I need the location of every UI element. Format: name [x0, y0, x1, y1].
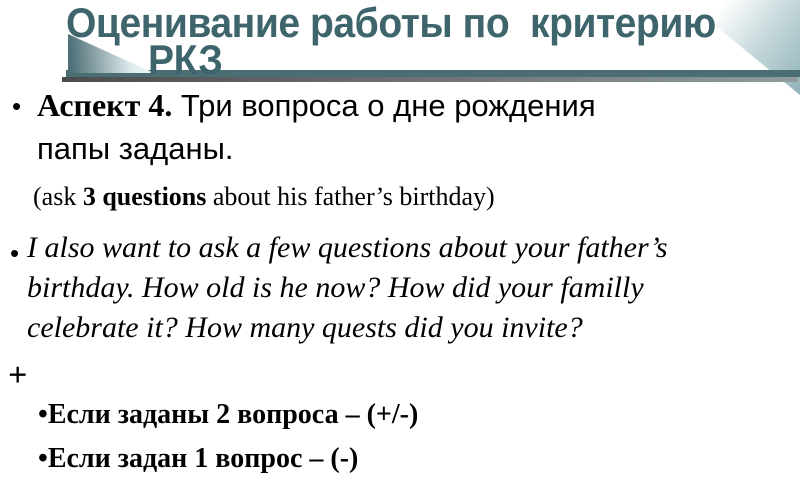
- criterion-text: Если задан 1 вопрос – (-): [47, 443, 359, 474]
- criterion-two-questions: [38, 398, 418, 432]
- bullet-icon: •: [38, 399, 48, 430]
- bullet-icon: •: [12, 91, 22, 121]
- example-bullet-block: [10, 228, 710, 348]
- task-note-open: (ask: [33, 182, 83, 211]
- plus-mark: +: [8, 357, 28, 394]
- criterion-text: Если заданы 2 вопроса – (+/-): [47, 399, 419, 430]
- bullet-icon: •: [38, 443, 48, 474]
- bullet-icon: •: [10, 238, 20, 268]
- criterion-one-question: [38, 442, 358, 476]
- aspect-description: Три вопроса о дне рождения папы заданы.: [37, 88, 596, 166]
- task-note-rest: about his father’s birthday): [206, 182, 495, 211]
- aspect-text: [12, 84, 662, 170]
- slide-title-line1: Оценивание работы по критерию: [66, 0, 716, 46]
- slide-title-line2: РКЗ: [148, 36, 223, 83]
- example-answer-text: I also want to ask a few questions about your father’s birthday. How old is he now? How did your familly celebrate it? How many quests did you invite?: [27, 231, 668, 344]
- task-note: [33, 181, 495, 213]
- aspect-bullet-block: [12, 84, 662, 170]
- task-note-bold: 3 questions: [82, 182, 207, 211]
- aspect-label: Аспект 4.: [37, 87, 173, 123]
